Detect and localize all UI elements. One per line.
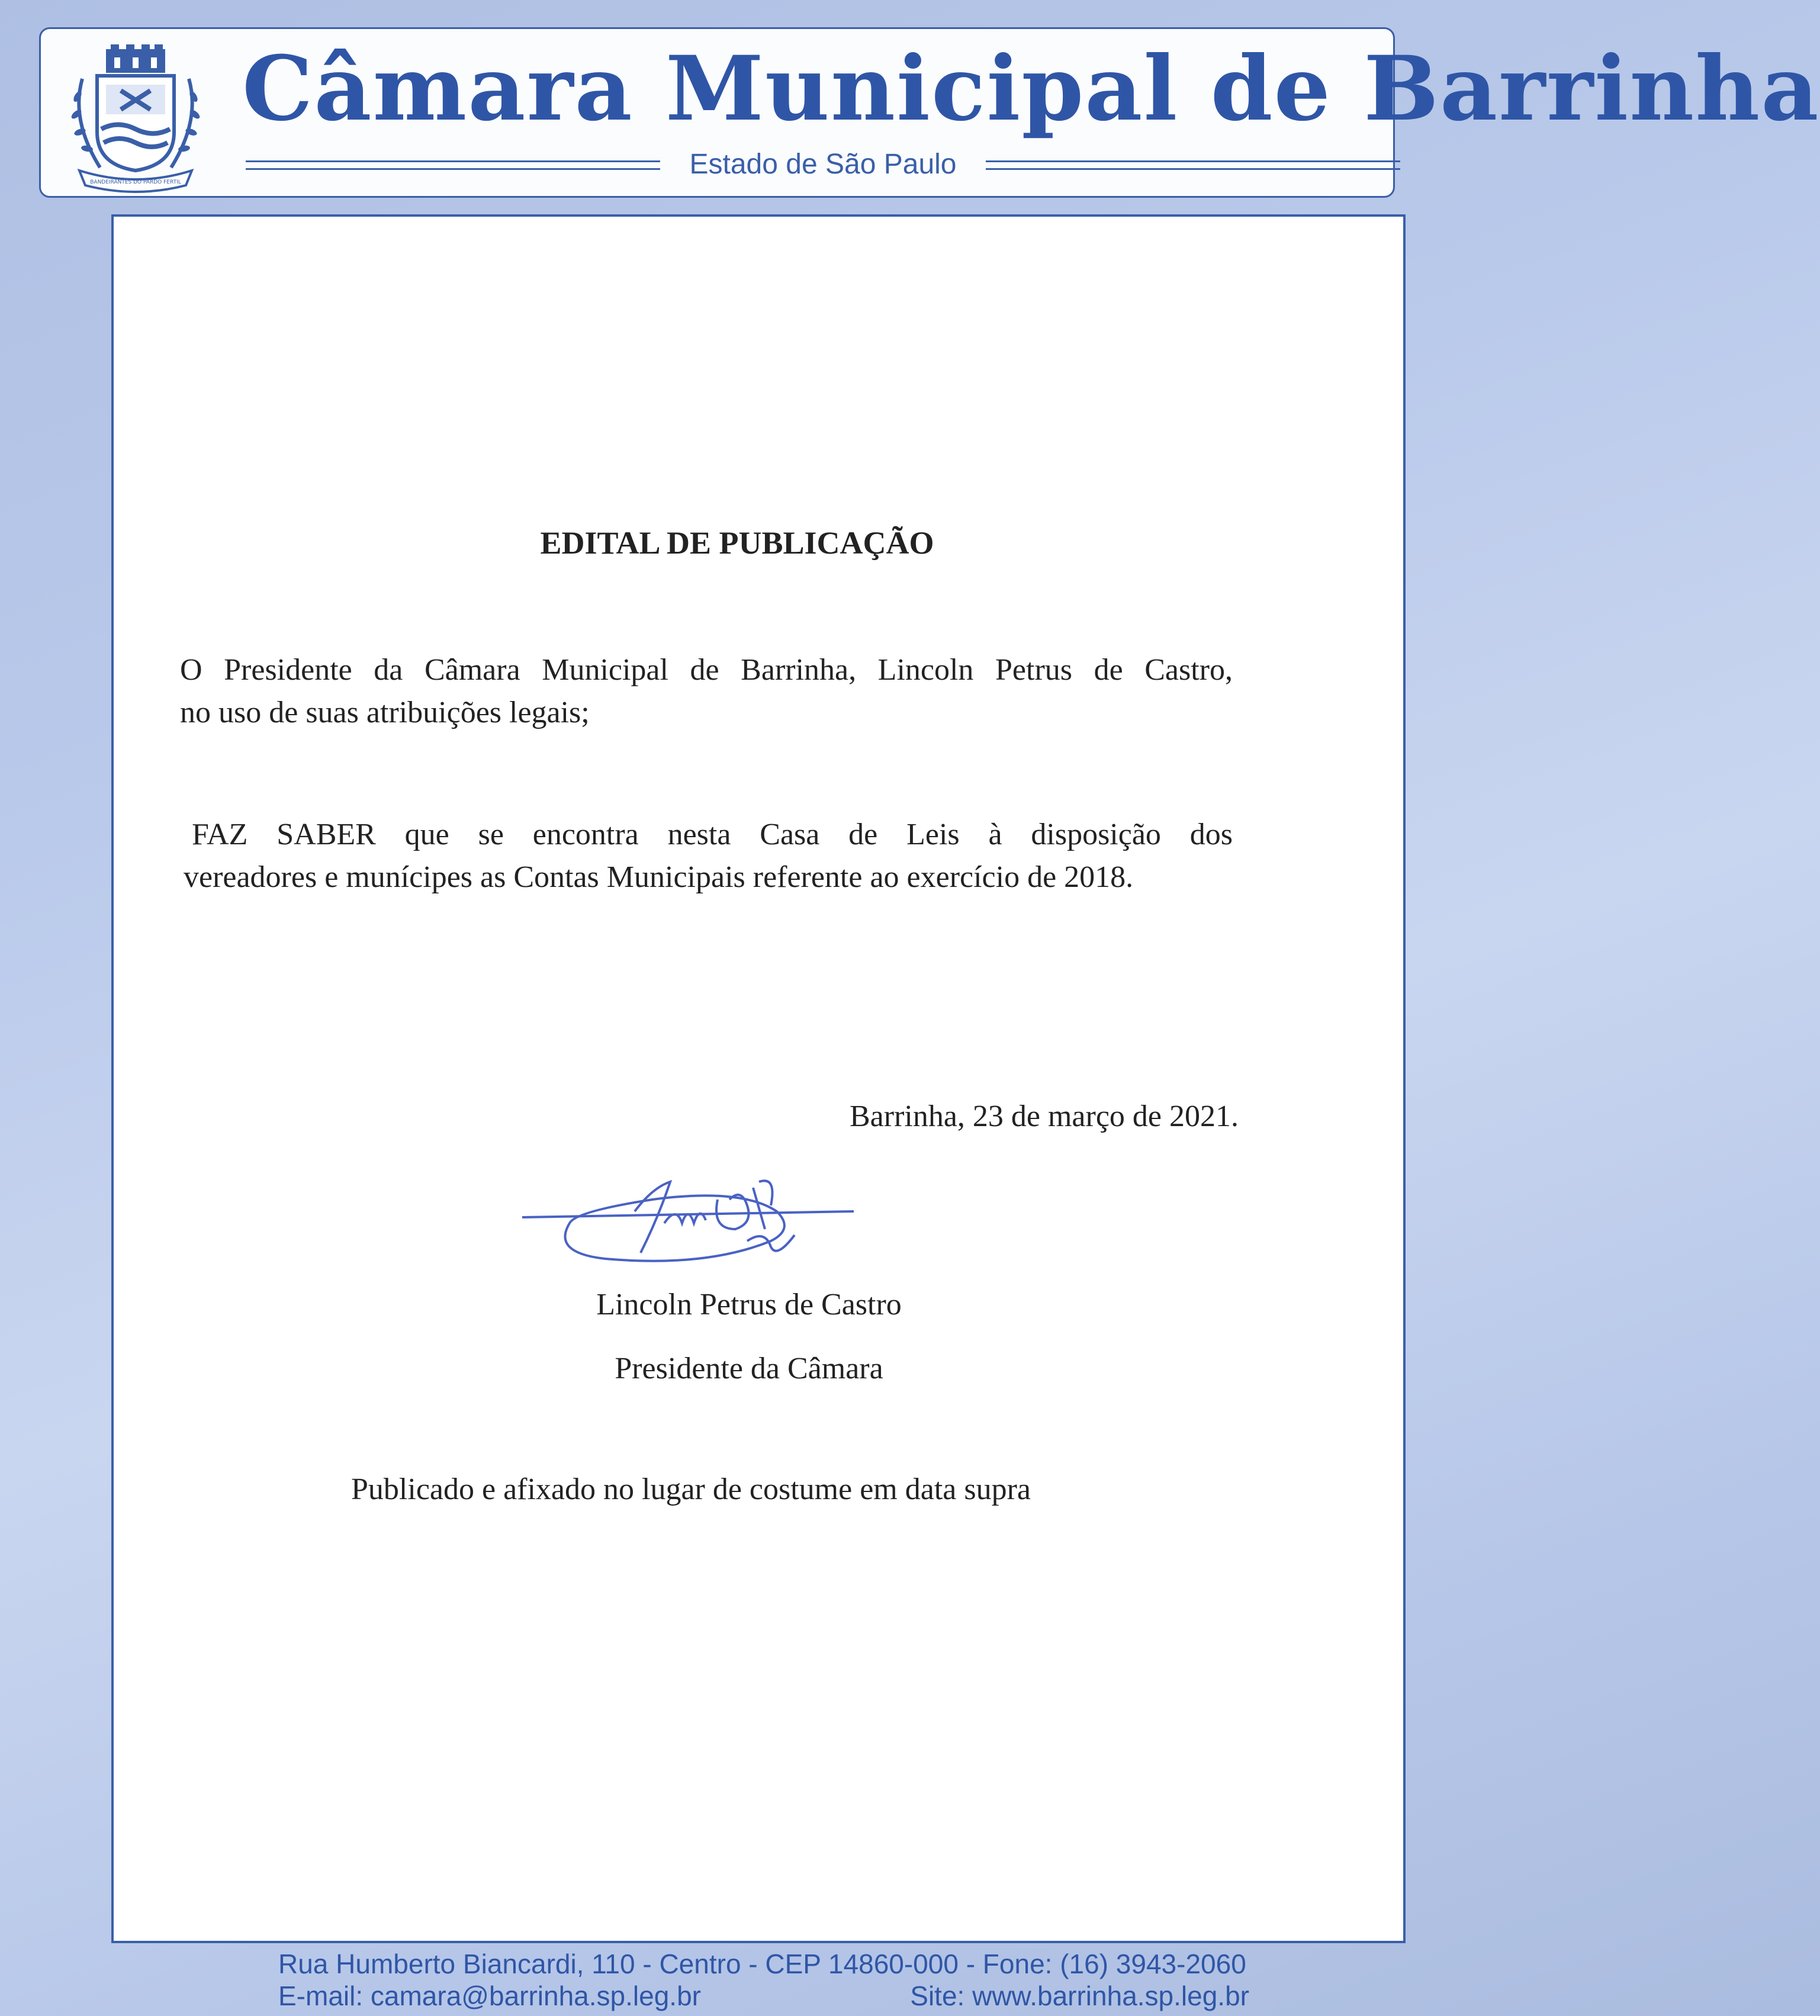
footer bbox=[278, 1948, 1249, 2012]
paragraph-announcement-line1: FAZ SABER que se encontra nesta Casa de Leis à disposição dos bbox=[192, 818, 1233, 851]
footer-email: E-mail: camara@barrinha.sp.leg.br bbox=[278, 1980, 701, 2011]
document-body bbox=[111, 214, 1406, 1943]
paragraph-announcement-line2: vereadores e munícipes as Contas Municipais referente ao exercício de 2018. bbox=[184, 860, 1134, 894]
page-title: Câmara Municipal de Barrinha bbox=[242, 37, 1820, 141]
publication-note: Publicado e afixado no lugar de costume em data supra bbox=[351, 1472, 1031, 1506]
handwritten-signature bbox=[516, 1164, 872, 1282]
paragraph-intro bbox=[180, 649, 1233, 734]
document-title: EDITAL DE PUBLICAÇÃO bbox=[540, 525, 934, 561]
state-subtitle: Estado de São Paulo bbox=[689, 149, 957, 180]
footer-contact-row bbox=[278, 1980, 1249, 2012]
crest-motto: BANDEIRANTES DO PARDO FERTIL bbox=[90, 179, 181, 185]
footer-site: Site: www.barrinha.sp.leg.br bbox=[910, 1980, 1249, 2011]
letterhead bbox=[39, 27, 1820, 198]
document-date: Barrinha, 23 de março de 2021. bbox=[849, 1099, 1239, 1133]
paragraph-intro-line1: O Presidente da Câmara Municipal de Barrinha, Lincoln Petrus de Castro, bbox=[180, 653, 1233, 687]
divider-right bbox=[986, 160, 1400, 170]
divider-left bbox=[246, 160, 660, 170]
footer-address: Rua Humberto Biancardi, 110 - Centro - CEP 14860-000 - Fone: (16) 3943-2060 bbox=[278, 1949, 1246, 1979]
signer-role: Presidente da Câmara bbox=[615, 1352, 883, 1385]
signer-name: Lincoln Petrus de Castro bbox=[596, 1288, 902, 1322]
subtitle-row bbox=[246, 145, 1400, 187]
paragraph-announcement bbox=[184, 814, 1233, 899]
municipal-crest-icon bbox=[65, 43, 207, 191]
paragraph-intro-line2: no uso de suas atribuições legais; bbox=[180, 696, 590, 729]
